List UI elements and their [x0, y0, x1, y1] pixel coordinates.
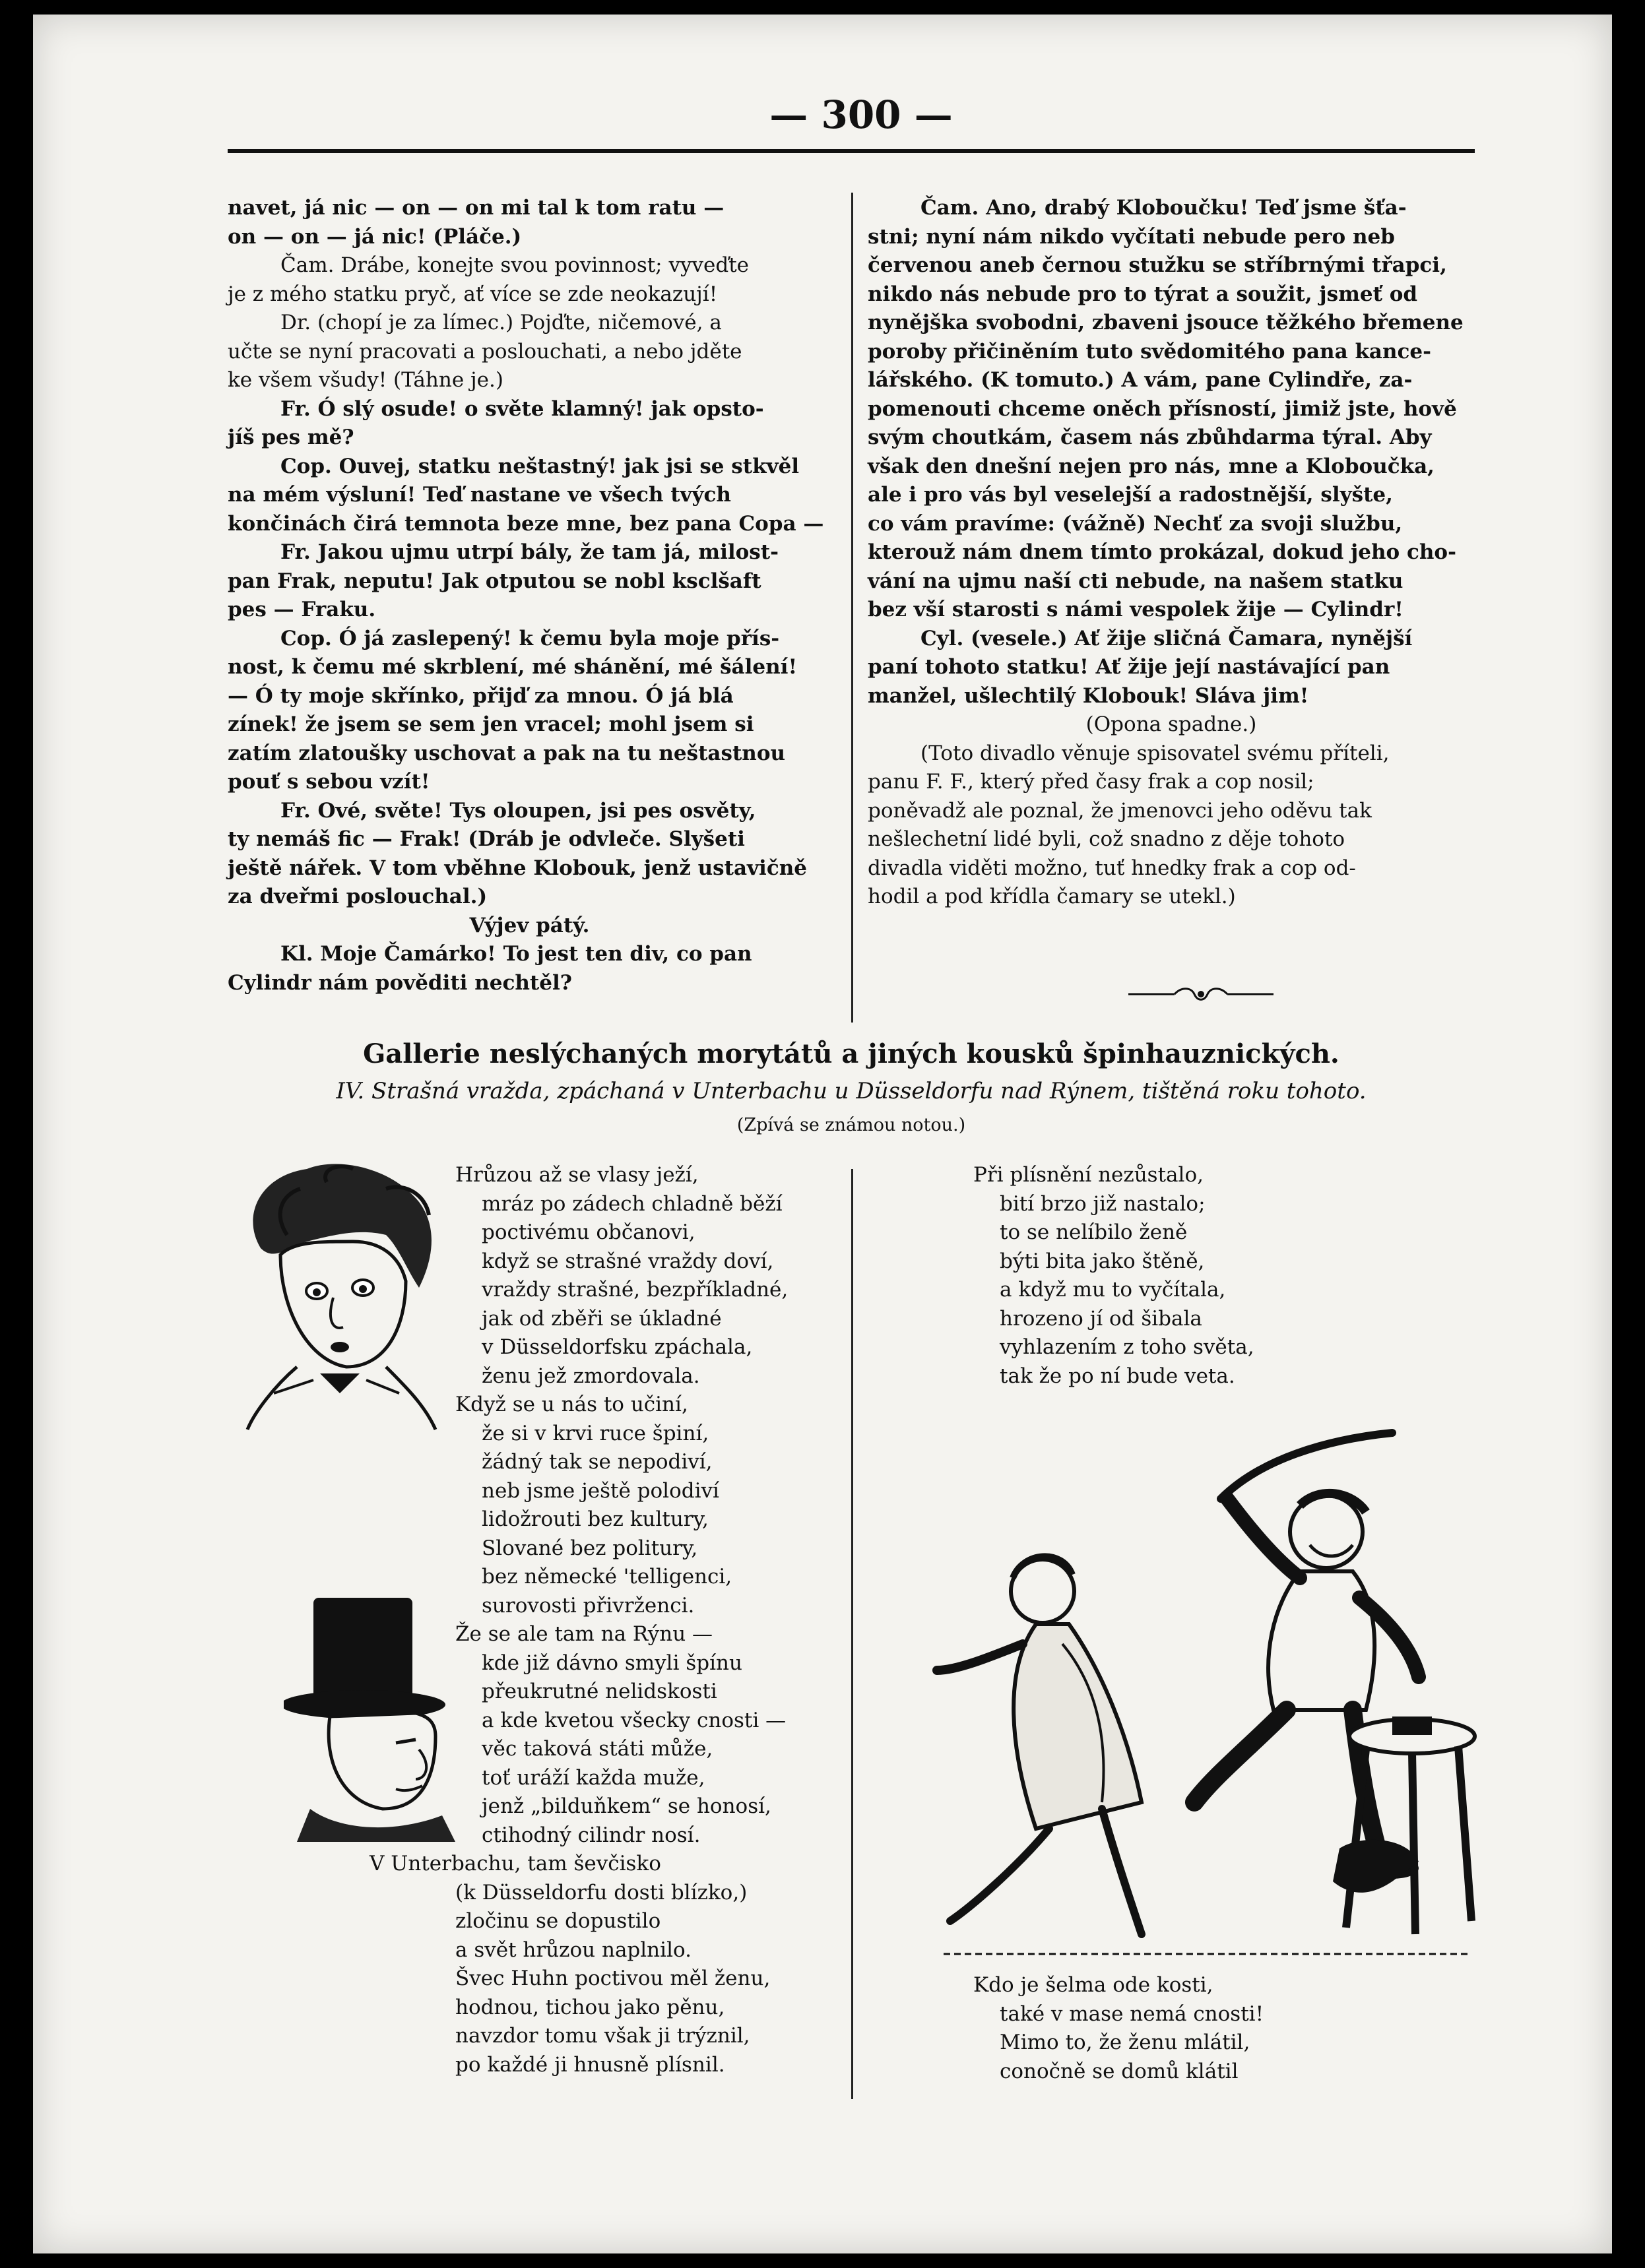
text-line: na mém výsluní! Teď nastane ve všech tvých: [228, 483, 731, 507]
poem-line: tak že po ní bude veta.: [1000, 1364, 1235, 1388]
ornament-divider: [1128, 986, 1274, 1003]
column-divider: [851, 193, 853, 1023]
text-line: pes — Fraku.: [228, 598, 376, 621]
text-line: vání na ujmu naší cti nebude, na našem statku: [868, 569, 1403, 593]
text-line: Fr. Jakou ujmu utrpí bály, že tam já, milost-: [280, 540, 779, 564]
poem-line: zločinu se dopustilo: [455, 1909, 661, 1933]
poem-right-bottom: [973, 1971, 1264, 2086]
text-line: Výjev pátý.: [469, 913, 590, 937]
poem-line: poctivému občanovi,: [482, 1220, 695, 1244]
text-line: nikdo nás nebude pro to týrat a soužit, jsmeť od: [868, 282, 1418, 306]
poem-line: a když mu to vyčítala,: [1000, 1278, 1226, 1302]
page-number: — 300 —: [769, 92, 953, 137]
poem-line: navzdor tomu však ji trýznil,: [455, 2024, 750, 2048]
poem-line: býti bita jako štěně,: [1000, 1249, 1205, 1273]
text-line: co vám pravíme: (vážně) Nechť za svoji službu,: [868, 511, 1403, 536]
text-line: poroby přičiněním tuto svědomitého pana kance-: [868, 339, 1432, 363]
text-line: červenou aneb černou stužku se stříbrnými třapci,: [868, 253, 1447, 277]
poem-line: po každé ji hnusně plísnil.: [455, 2052, 725, 2077]
text-line: pouť s sebou vzít!: [228, 770, 430, 794]
section-heading: Gallerie neslýchaných morytátů a jiných kousků špinhauznických.: [363, 1038, 1339, 1069]
text-line: Cylindr nám pověditi nechtěl?: [228, 970, 572, 995]
text-line: učte se nyní pracovati a poslouchati, a nebo jděte: [228, 339, 742, 363]
text-line: Fr. Ó slý osude! o světe klamný! jak opsto-: [280, 396, 764, 421]
poem-line: Slované bez politury,: [482, 1536, 698, 1560]
text-line: Dr. (chopí je za límec.) Pojďte, ničemové, a: [280, 311, 722, 334]
text-line: (Toto divadlo věnuje spisovatel svému příteli,: [920, 741, 1390, 765]
poem-line: ženu jež zmordovala.: [482, 1364, 700, 1388]
poem-line: vyhlazením z toho světa,: [1000, 1335, 1254, 1359]
poem-line: Hrůzou až se vlasy ježí,: [455, 1163, 699, 1187]
poem-line: Když se u nás to učiní,: [455, 1393, 688, 1416]
poem-line: Při plísnění nezůstalo,: [973, 1163, 1204, 1187]
text-line: zínek! že jsem se sem jen vracel; mohl jsem si: [228, 712, 754, 736]
wild-hair-man-illustration: [234, 1156, 445, 1433]
poem-line: že si v krvi ruce špiní,: [482, 1421, 709, 1445]
text-line: nynějška svobodni, zbaveni jsouce těžkého břemene: [868, 311, 1464, 334]
poem-line: kde již dávno smyli špínu: [482, 1651, 742, 1675]
text-line: bez vší starosti s námi vespolek žije — Cylindr!: [868, 598, 1403, 621]
poem-line: Švec Huhn poctivou měl ženu,: [455, 1967, 771, 1990]
text-line: ještě nářek. V tom vběhne Klobouk, jenž ustavičně: [228, 856, 807, 880]
text-line: jíš pes mě?: [228, 425, 354, 449]
text-line: Fr. Ové, světe! Tys oloupen, jsi pes osvěty,: [280, 798, 756, 823]
poem-line: to se nelíbilo ženě: [1000, 1220, 1188, 1244]
text-line: poněvadž ale poznal, že jmenovci jeho oděvu tak: [868, 798, 1372, 823]
poem-line: surovosti přivrženci.: [482, 1593, 695, 1618]
text-line: on — on — já nic! (Pláče.): [228, 224, 522, 249]
text-line: navet, já nic — on — on mi tal k tom ratu —: [228, 196, 725, 220]
text-line: manžel, ušlechtilý Klobouk! Sláva jim!: [868, 683, 1309, 708]
poem-left-column: [370, 1161, 789, 2079]
text-line: kterouž nám dnem tímto prokázal, dokud jeho cho-: [868, 540, 1456, 564]
poem-line: věc taková státi může,: [482, 1737, 713, 1761]
text-line: je z mého statku pryč, ať více se zde neokazují!: [228, 282, 718, 306]
text-line: hodil a pod křídla čamary se utekl.): [868, 885, 1236, 908]
text-line: Čam. Drábe, konejte svou povinnost; vyveďte: [280, 253, 750, 277]
text-line: pomenouti chceme oněch přísností, jimiž jste, hově: [868, 396, 1457, 421]
text-line: svým choutkám, časem nás zbůhdarma týral. Aby: [868, 425, 1432, 449]
text-line: paní tohoto statku! Ať žije její nastávající pan: [868, 655, 1390, 679]
poem-line: vraždy strašné, bezpříkladné,: [482, 1278, 789, 1302]
top-hat-man-illustration: [284, 1591, 468, 1842]
section-subheading: IV. Strašná vražda, zpáchaná v Unterbachu u Düsseldorfu nad Rýnem, tištěná roku tohoto.: [336, 1078, 1367, 1104]
newspaper-page: [33, 15, 1612, 2253]
text-line: Čam. Ano, drabý Kloboučku! Teď jsme šťa-: [920, 196, 1407, 220]
poem-line: ctihodný cilindr nosí.: [482, 1823, 701, 1847]
text-line: pan Frak, neputu! Jak otputou se nobl ksclšaft: [228, 569, 761, 593]
poem-line: a kde kvetou všecky cnosti —: [482, 1708, 787, 1732]
top-rule: [228, 149, 1475, 153]
left-text-column: [228, 194, 831, 997]
text-line: však den dnešní nejen pro nás, mne a Kloboučka,: [868, 454, 1435, 478]
poem-line: žádný tak se nepodiví,: [482, 1450, 713, 1474]
poem-line: hodnou, tichou jako pěnu,: [455, 1995, 725, 2019]
poem-line: lidožrouti bez kultury,: [482, 1507, 709, 1531]
poem-line: Že se ale tam na Rýnu —: [455, 1622, 713, 1646]
poem-line: přeukrutné nelidskosti: [482, 1680, 717, 1703]
poem-line: jak od zběři se úkladné: [482, 1306, 722, 1331]
poem-line: jenž „bilduňkem“ se honosí,: [482, 1794, 771, 1818]
text-line: — Ó ty moje skřínko, přijď za mnou. Ó já blá: [228, 683, 734, 708]
poem-line: neb jsme ještě polodiví: [482, 1478, 719, 1503]
poem-line: mráz po zádech chladně běží: [482, 1191, 783, 1216]
poem-column-divider: [851, 1169, 853, 2099]
poem-right-top: [973, 1161, 1254, 1391]
text-line: končinách čirá temnota beze mne, bez pana Copa —: [228, 511, 824, 536]
text-line: ke všem všudy! (Táhne je.): [228, 368, 503, 392]
poem-line: (k Düsseldorfu dosti blízko,): [455, 1880, 748, 1905]
text-line: lářského. (K tomuto.) A vám, pane Cylindře, za-: [868, 368, 1413, 392]
text-line: stni; nyní nám nikdo vyčítati nebude pero neb: [868, 224, 1395, 249]
text-line: (Opona spadne.): [1085, 712, 1257, 736]
poem-line: také v mase nemá cnosti!: [1000, 2001, 1264, 2026]
poem-line: Kdo je šelma ode kosti,: [973, 1973, 1213, 1997]
right-text-column: [868, 194, 1475, 912]
poem-line: bití brzo již nastalo;: [1000, 1191, 1206, 1216]
poem-line: toť uráží každa muže,: [482, 1765, 705, 1790]
melody-note: (Zpívá se známou notou.): [736, 1115, 966, 1135]
text-line: Kl. Moje Čamárko! To jest ten div, co pan: [280, 942, 752, 966]
text-line: ale i pro vás byl veselejší a radostnější, slyšte,: [868, 483, 1393, 507]
text-line: zatím zlatoušky uschovat a pak na tu neštastnou: [228, 741, 786, 765]
text-line: Cop. Ó já zaslepený! k čemu byla moje přís-: [280, 626, 780, 650]
poem-line: když se strašné vraždy doví,: [482, 1249, 774, 1273]
text-line: panu F. F., který před časy frak a cop nosil;: [868, 770, 1314, 794]
poem-line: V Unterbachu, tam ševčisko: [370, 1852, 661, 1875]
poem-line: bez německé 'telligenci,: [482, 1565, 732, 1589]
text-line: ty nemáš fic — Frak! (Dráb je odvleče. Slyšeti: [228, 827, 745, 851]
text-line: Cop. Ouvej, statku neštastný! jak jsi se stkvěl: [280, 454, 800, 478]
text-line: Cyl. (vesele.) Ať žije sličná Čamara, nynější: [920, 626, 1413, 650]
shoemaker-beating-wife-illustration: [930, 1406, 1485, 1967]
text-line: za dveřmi poslouchal.): [228, 885, 488, 908]
poem-line: conočně se domů klátil: [1000, 2059, 1239, 2083]
text-line: divadla viděti možno, tuť hnedky frak a cop od-: [868, 856, 1356, 880]
text-line: nost, k čemu mé skrblení, mé shánění, mé šálení!: [228, 655, 798, 679]
poem-line: v Düsseldorfsku zpáchala,: [482, 1335, 753, 1359]
poem-line: Mimo to, že ženu mlátil,: [1000, 2031, 1250, 2054]
text-line: nešlechetní lidé byli, což snadno z děje tohoto: [868, 827, 1345, 851]
poem-line: a svět hrůzou naplnilo.: [455, 1937, 692, 1962]
poem-line: hrozeno jí od šibala: [1000, 1306, 1202, 1331]
